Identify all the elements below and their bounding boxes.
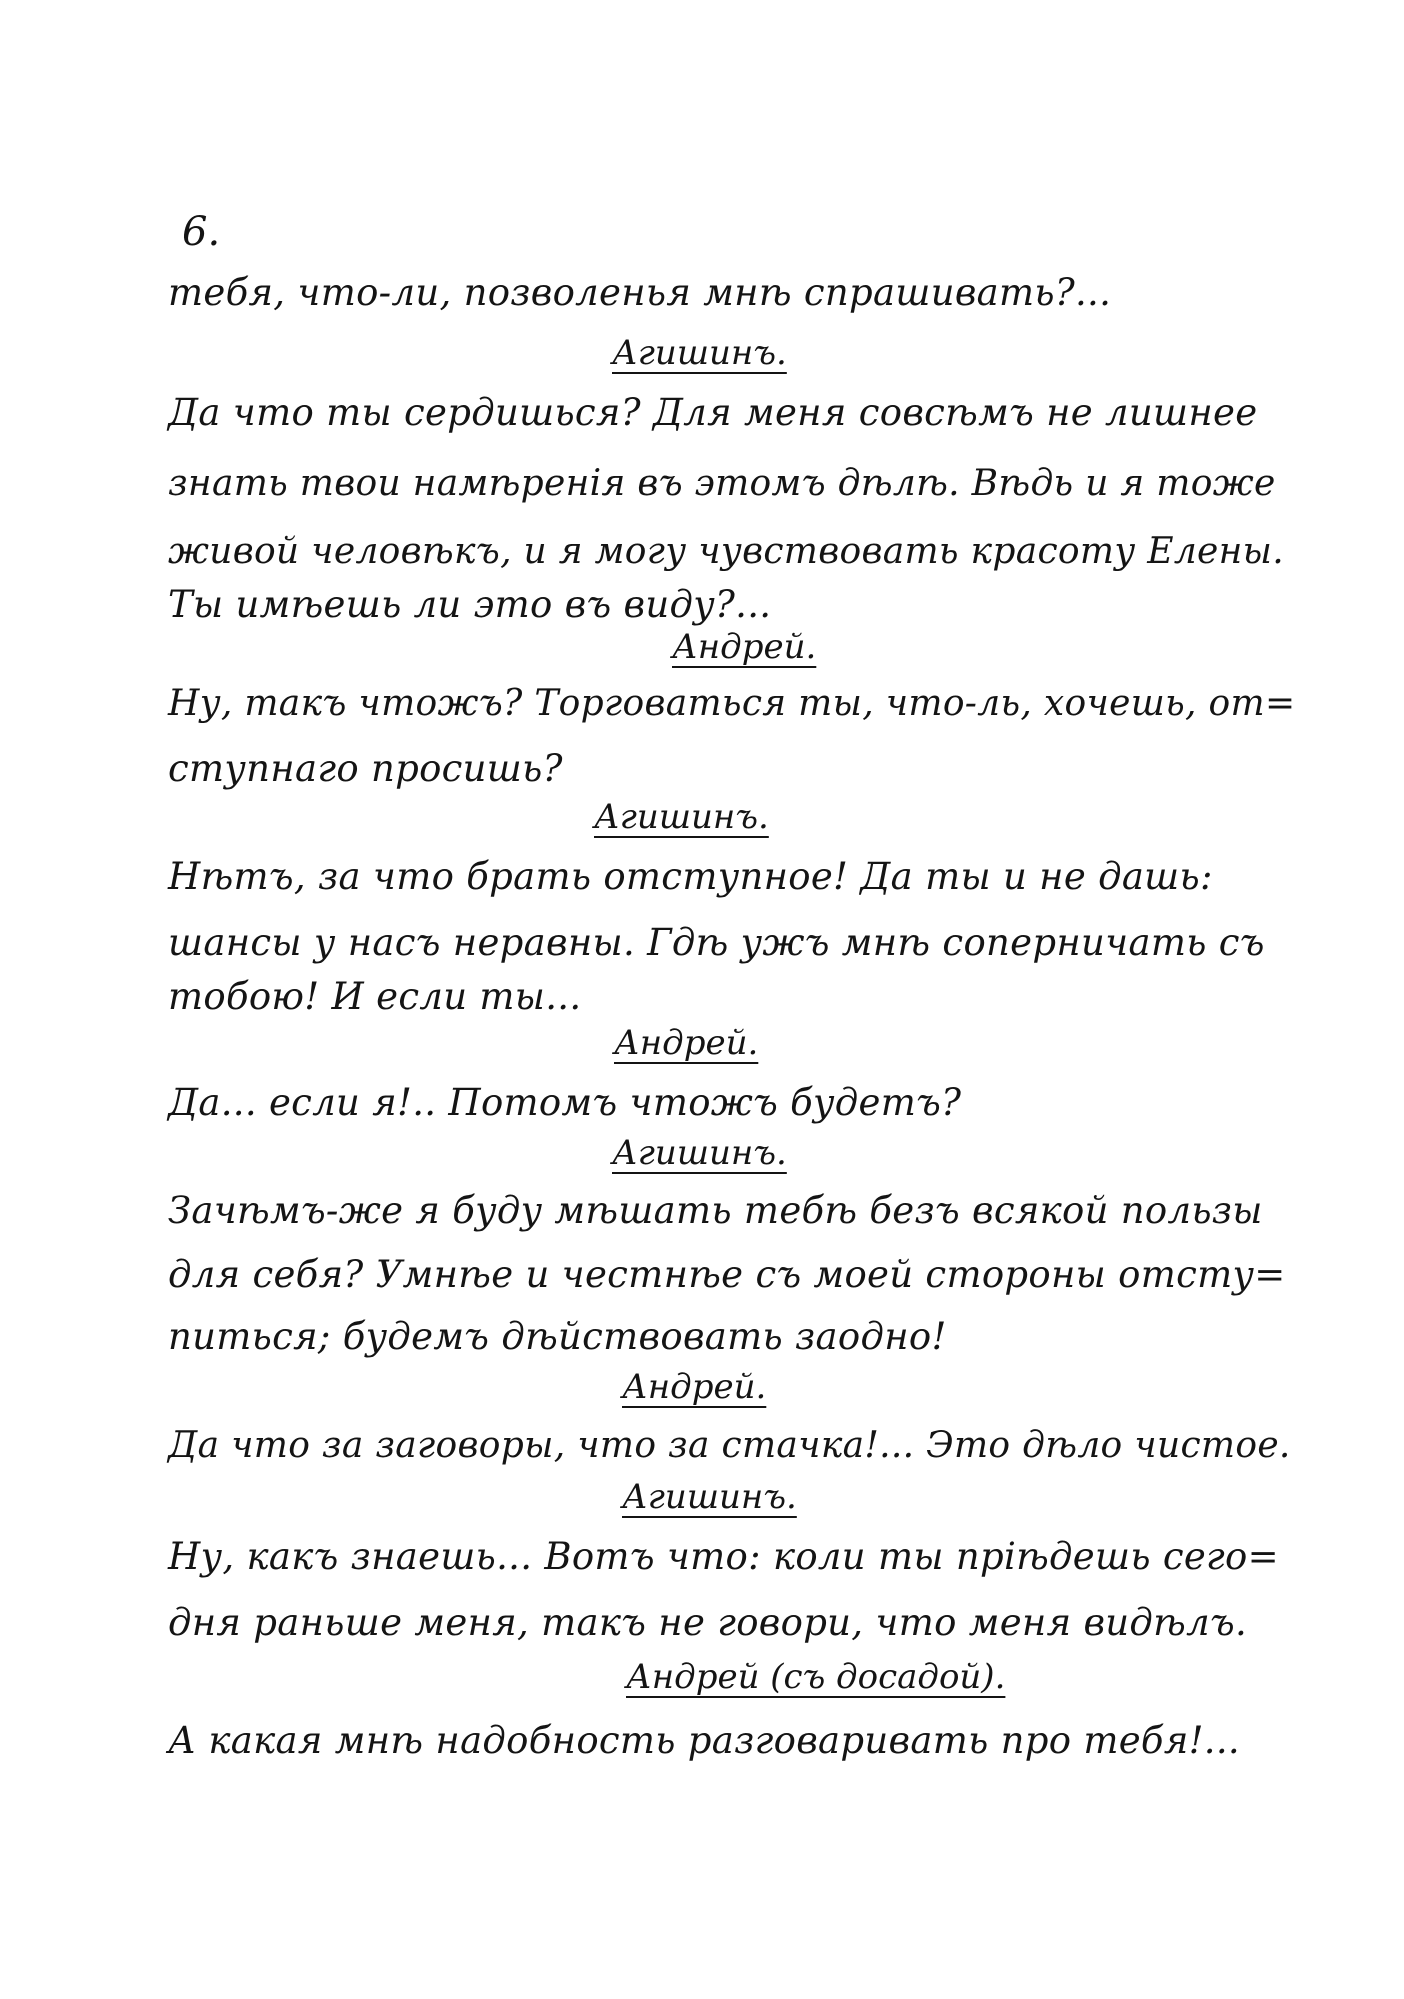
dialogue-line: А какая мнѣ надобность разговаривать про тебя!... bbox=[168, 1719, 1240, 1762]
speaker-name: Агишинъ. bbox=[594, 797, 769, 837]
dialogue-line: шансы у насъ неравны. Гдѣ ужъ мнѣ соперничать съ bbox=[168, 921, 1265, 964]
dialogue-line: Да что ты сердишься? Для меня совсѣмъ не лишнее bbox=[168, 391, 1258, 434]
speaker-name: Андрей. bbox=[622, 1367, 767, 1407]
speaker-name: Агишинъ. bbox=[622, 1477, 797, 1517]
page-number: 6. bbox=[182, 209, 221, 255]
dialogue-line: Зачѣмъ-же я буду мѣшать тебѣ безъ всякой пользы bbox=[168, 1189, 1263, 1232]
speaker-name: Андрей. bbox=[614, 1023, 759, 1063]
dialogue-line: Ты имѣешь ли это въ виду?... bbox=[168, 583, 772, 626]
dialogue-line: знать твои намѣренія въ этомъ дѣлѣ. Вѣдь и я тоже bbox=[168, 463, 1276, 504]
dialogue-line: для себя? Умнѣе и честнѣе съ моей стороны отсту= bbox=[168, 1253, 1286, 1296]
speaker-name: Агишинъ. bbox=[612, 333, 787, 373]
dialogue-line: питься; будемъ дѣйствовать заодно! bbox=[168, 1315, 947, 1358]
dialogue-line: дня раньше меня, такъ не говори, что меня видѣлъ. bbox=[168, 1601, 1248, 1644]
speaker-name: Андрей. bbox=[672, 627, 817, 667]
dialogue-line: тобою! И если ты... bbox=[168, 975, 582, 1018]
dialogue-line: Нѣтъ, за что брать отступное! Да ты и не дашь: bbox=[168, 855, 1213, 898]
dialogue-line: тебя, что-ли, позволенья мнѣ спрашивать?... bbox=[168, 271, 1112, 314]
dialogue-line: Да что за заговоры, что за стачка!... Это дѣло чистое. bbox=[168, 1425, 1291, 1466]
dialogue-line: живой человѣкъ, и я могу чувствовать красоту Елены. bbox=[168, 531, 1285, 572]
dialogue-line: Ну, какъ знаешь... Вотъ что: коли ты пріѣдешь сего= bbox=[168, 1535, 1279, 1578]
dialogue-line: Да... если я!.. Потомъ чтожъ будетъ? bbox=[168, 1081, 962, 1124]
speaker-name: Андрей (съ досадой). bbox=[626, 1657, 1006, 1697]
dialogue-line: Ну, такъ чтожъ? Торговаться ты, что-ль, хочешь, от= bbox=[168, 683, 1296, 724]
speaker-name: Агишинъ. bbox=[612, 1133, 787, 1173]
dialogue-line: ступнаго просишь? bbox=[168, 747, 563, 790]
